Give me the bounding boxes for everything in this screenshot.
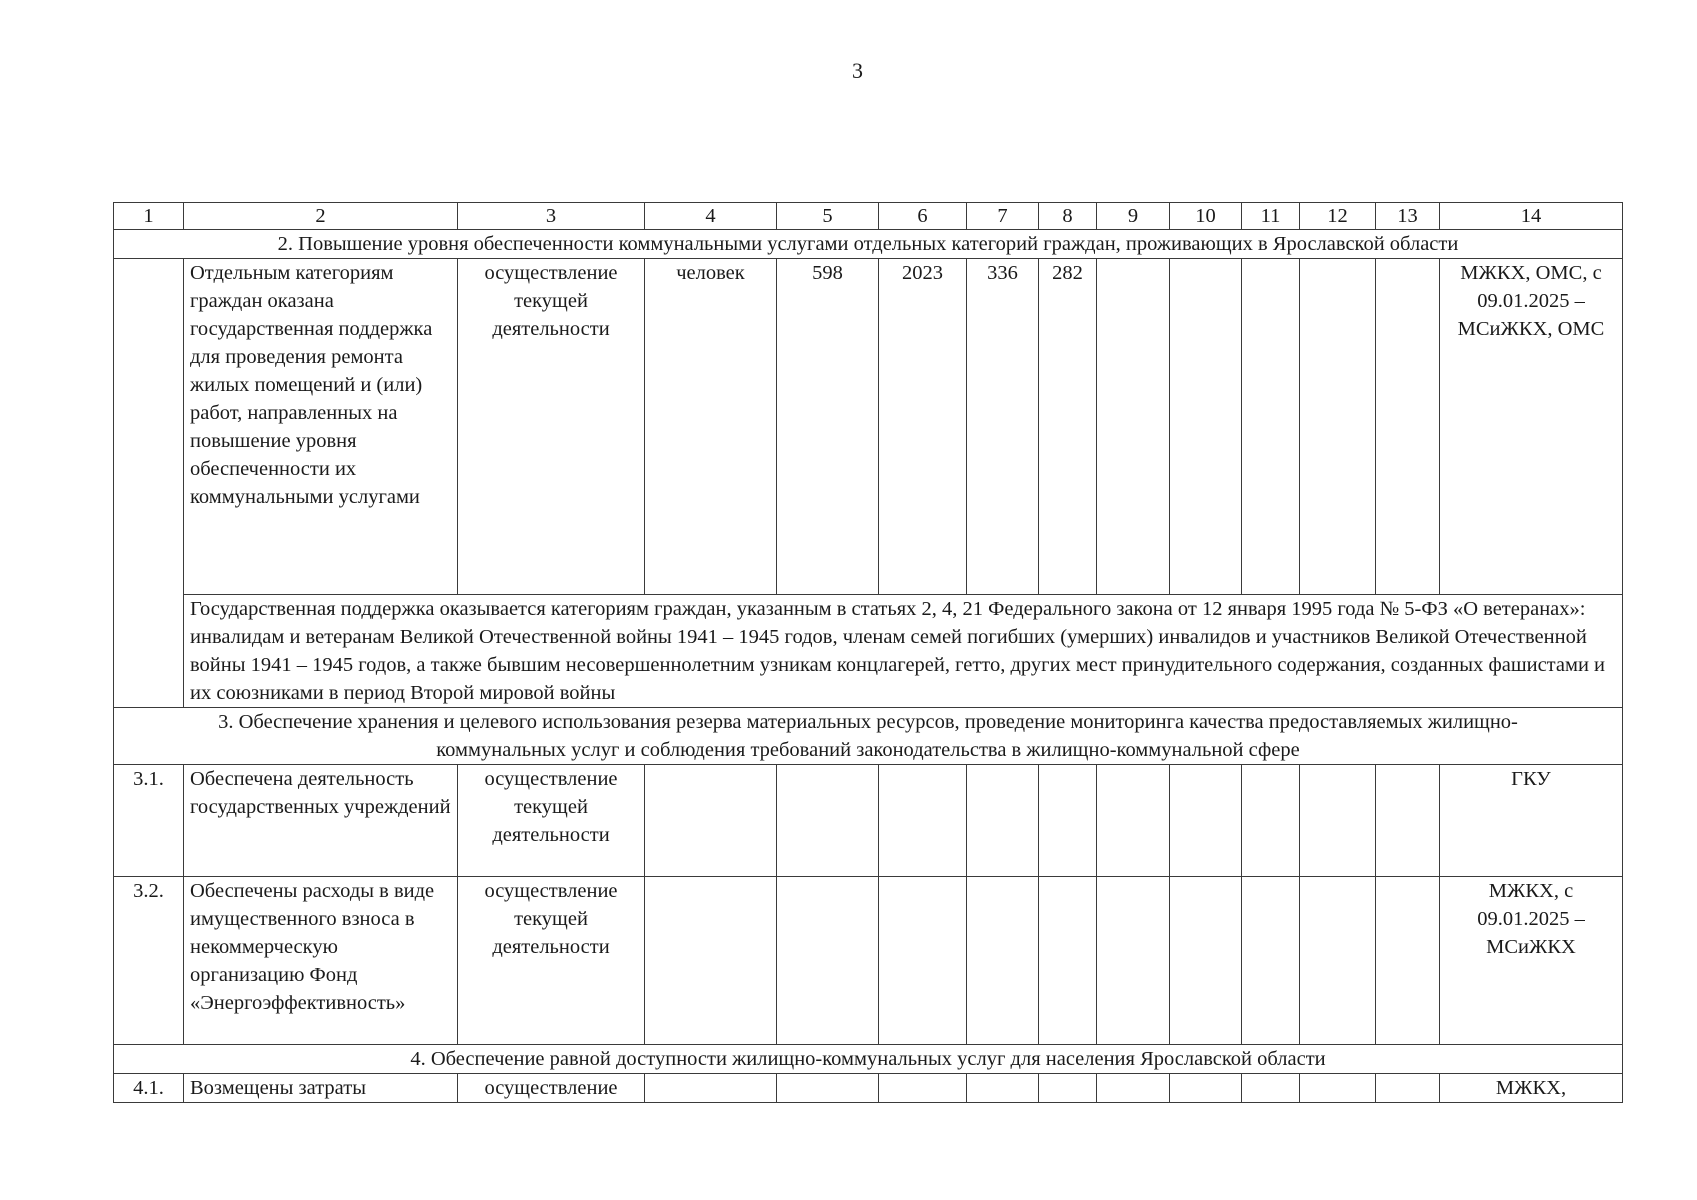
empty-cell <box>967 765 1039 877</box>
empty-cell <box>1376 1074 1440 1103</box>
empty-cell <box>1170 1074 1242 1103</box>
empty-cell <box>1097 765 1170 877</box>
empty-cell <box>1376 765 1440 877</box>
table-row <box>114 877 1623 1045</box>
value-col7: 336 <box>967 259 1039 595</box>
responsible-cell: МЖКХ, ОМС, с 09.01.2025 – МСиЖКХ, ОМС <box>1440 259 1623 595</box>
row-number: 3.2. <box>114 877 184 1045</box>
empty-cell <box>777 877 879 1045</box>
empty-cell <box>1097 1074 1170 1103</box>
empty-cell <box>1376 259 1440 595</box>
table-row <box>114 259 1623 595</box>
empty-cell <box>1170 765 1242 877</box>
col-num-13: 13 <box>1376 203 1440 230</box>
empty-cell <box>1097 877 1170 1045</box>
empty-cell <box>879 1074 967 1103</box>
section-4-row <box>114 1045 1623 1074</box>
responsible-cell: ГКУ <box>1440 765 1623 877</box>
empty-cell <box>1039 765 1097 877</box>
type-cell: осуществление <box>458 1074 645 1103</box>
empty-cell <box>1039 1074 1097 1103</box>
empty-cell <box>879 877 967 1045</box>
empty-cell <box>777 1074 879 1103</box>
value-col8: 282 <box>1039 259 1097 595</box>
note-text: Государственная поддержка оказывается категориям граждан, указанным в статьях 2, 4, 21 Федерального закона от 12 января 1995 года № 5-ФЗ «О ветеранах»: инвалидам и ветеранам Великой Отечественной войны 1941 – 1945 годов, членам семей погибших (умерших) инвалидов и участников Великой Отечественной войны 1941 – 1945 годов, а также бывшим несовершеннолетним узникам концлагерей, гетто, других мест принудительного содержания, созданных фашистами и их союзниками в период Второй мировой войны <box>184 595 1623 708</box>
result-cell: Обеспечены расходы в виде имущественного взноса в некоммерческую организацию Фонд «Энергоэффективность» <box>184 877 458 1045</box>
type-cell: осуществление текущей деятельности <box>458 877 645 1045</box>
empty-cell <box>645 765 777 877</box>
type-cell: осуществление текущей деятельности <box>458 259 645 595</box>
value-col5: 598 <box>777 259 879 595</box>
col-num-8: 8 <box>1039 203 1097 230</box>
result-cell: Отдельным категориям граждан оказана государственная поддержка для проведения ремонта жилых помещений и (или) работ, направленных на повышение уровня обеспеченности их коммунальными услугами <box>184 259 458 595</box>
type-cell: осуществление текущей деятельности <box>458 765 645 877</box>
col-num-2: 2 <box>184 203 458 230</box>
row-number: 4.1. <box>114 1074 184 1103</box>
section-2-row <box>114 230 1623 259</box>
empty-cell <box>777 765 879 877</box>
empty-cell <box>1097 259 1170 595</box>
empty-cell <box>1170 877 1242 1045</box>
empty-cell <box>1039 877 1097 1045</box>
col-num-7: 7 <box>967 203 1039 230</box>
unit-cell: человек <box>645 259 777 595</box>
table-row <box>114 1074 1623 1103</box>
row-number <box>114 259 184 708</box>
result-cell: Обеспечена деятельность государственных учреждений <box>184 765 458 877</box>
responsible-cell: МЖКХ, <box>1440 1074 1623 1103</box>
page-number: 3 <box>852 58 863 83</box>
column-number-row <box>114 203 1623 230</box>
empty-cell <box>1242 259 1300 595</box>
empty-cell <box>645 1074 777 1103</box>
section-3-row <box>114 708 1623 765</box>
col-num-3: 3 <box>458 203 645 230</box>
empty-cell <box>1300 1074 1376 1103</box>
col-num-4: 4 <box>645 203 777 230</box>
empty-cell <box>1242 1074 1300 1103</box>
empty-cell <box>645 877 777 1045</box>
col-num-6: 6 <box>879 203 967 230</box>
empty-cell <box>967 877 1039 1045</box>
empty-cell <box>1300 259 1376 595</box>
empty-cell <box>1242 765 1300 877</box>
row-number: 3.1. <box>114 765 184 877</box>
empty-cell <box>1300 877 1376 1045</box>
responsible-cell: МЖКХ, с 09.01.2025 – МСиЖКХ <box>1440 877 1623 1045</box>
empty-cell <box>1376 877 1440 1045</box>
col-num-12: 12 <box>1300 203 1376 230</box>
col-num-14: 14 <box>1440 203 1623 230</box>
col-num-1: 1 <box>114 203 184 230</box>
section-4-heading: 4. Обеспечение равной доступности жилищно-коммунальных услуг для населения Ярославской области <box>114 1045 1623 1074</box>
section-3-heading: 3. Обеспечение хранения и целевого использования резерва материальных ресурсов, проведение мониторинга качества предоставляемых жилищно-коммунальных услуг и соблюдения требований законодательства в жилищно-коммунальной сфере <box>114 708 1623 765</box>
empty-cell <box>879 765 967 877</box>
value-col6: 2023 <box>879 259 967 595</box>
empty-cell <box>967 1074 1039 1103</box>
empty-cell <box>1242 877 1300 1045</box>
table-row <box>114 765 1623 877</box>
indicators-table <box>113 202 1623 1103</box>
result-cell: Возмещены затраты <box>184 1074 458 1103</box>
empty-cell <box>1170 259 1242 595</box>
empty-cell <box>1300 765 1376 877</box>
col-num-9: 9 <box>1097 203 1170 230</box>
col-num-5: 5 <box>777 203 879 230</box>
col-num-11: 11 <box>1242 203 1300 230</box>
note-row <box>114 595 1623 708</box>
section-2-heading: 2. Повышение уровня обеспеченности коммунальными услугами отдельных категорий граждан, проживающих в Ярославской области <box>114 230 1623 259</box>
col-num-10: 10 <box>1170 203 1242 230</box>
